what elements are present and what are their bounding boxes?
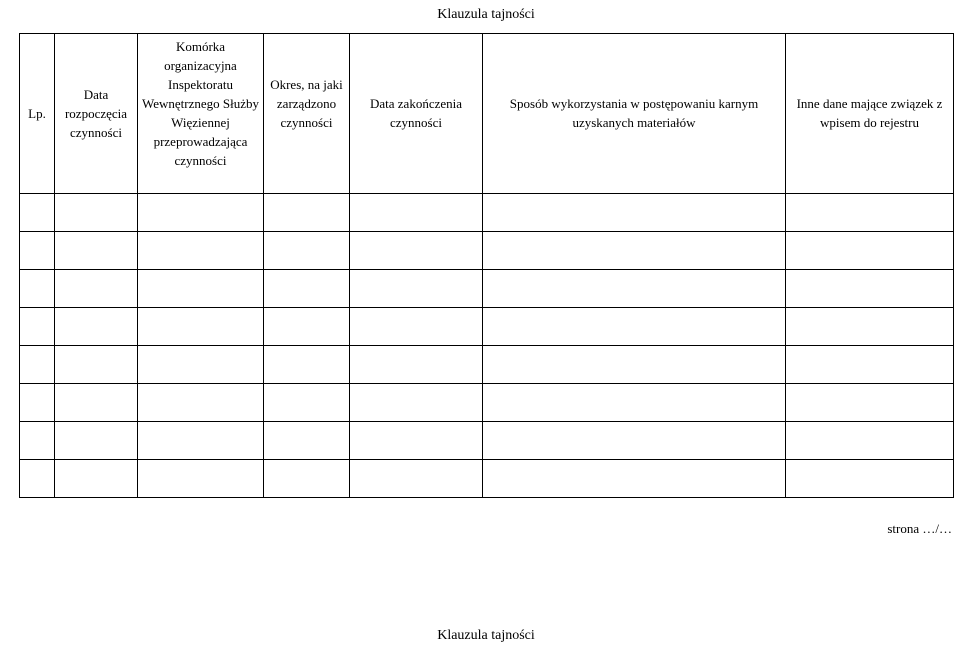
- cell-usage: [483, 384, 786, 422]
- cell-organizational-unit: [138, 346, 264, 384]
- cell-start-date: [55, 194, 138, 232]
- cell-end-date: [350, 308, 483, 346]
- cell-period: [264, 308, 350, 346]
- cell-other-data: [786, 384, 954, 422]
- cell-start-date: [55, 460, 138, 498]
- cell-other-data: [786, 308, 954, 346]
- cell-lp: [20, 384, 55, 422]
- cell-lp: [20, 346, 55, 384]
- column-header-lp: Lp.: [20, 34, 55, 194]
- cell-lp: [20, 422, 55, 460]
- column-header-end-date: Data zakończenia czynności: [350, 34, 483, 194]
- cell-organizational-unit: [138, 194, 264, 232]
- cell-usage: [483, 194, 786, 232]
- cell-usage: [483, 346, 786, 384]
- cell-other-data: [786, 422, 954, 460]
- cell-usage: [483, 422, 786, 460]
- cell-other-data: [786, 270, 954, 308]
- cell-start-date: [55, 308, 138, 346]
- cell-period: [264, 270, 350, 308]
- cell-organizational-unit: [138, 232, 264, 270]
- cell-usage: [483, 308, 786, 346]
- table-row: [20, 460, 954, 498]
- cell-end-date: [350, 232, 483, 270]
- cell-organizational-unit: [138, 460, 264, 498]
- column-header-period: Okres, na jaki zarządzono czynności: [264, 34, 350, 194]
- table-header-row: [20, 34, 954, 194]
- table-row: [20, 384, 954, 422]
- table-row: [20, 194, 954, 232]
- cell-period: [264, 422, 350, 460]
- cell-period: [264, 460, 350, 498]
- column-header-start-date: Data rozpoczęcia czynności: [55, 34, 138, 194]
- cell-lp: [20, 232, 55, 270]
- classification-clause-top: Klauzula tajności: [437, 7, 535, 22]
- cell-other-data: [786, 460, 954, 498]
- column-header-other-data: Inne dane mające związek z wpisem do rejestru: [786, 34, 954, 194]
- cell-organizational-unit: [138, 270, 264, 308]
- cell-organizational-unit: [138, 384, 264, 422]
- cell-period: [264, 232, 350, 270]
- cell-lp: [20, 270, 55, 308]
- cell-end-date: [350, 460, 483, 498]
- cell-organizational-unit: [138, 422, 264, 460]
- cell-start-date: [55, 270, 138, 308]
- cell-period: [264, 346, 350, 384]
- cell-usage: [483, 270, 786, 308]
- cell-end-date: [350, 422, 483, 460]
- cell-end-date: [350, 194, 483, 232]
- register-table: [19, 33, 954, 498]
- cell-period: [264, 194, 350, 232]
- classification-clause-bottom: Klauzula tajności: [437, 628, 535, 643]
- cell-other-data: [786, 346, 954, 384]
- table-row: [20, 422, 954, 460]
- page-number: strona …/…: [887, 521, 952, 536]
- cell-usage: [483, 232, 786, 270]
- cell-usage: [483, 460, 786, 498]
- column-header-organizational-unit: Komórka organizacyjna Inspektoratu Wewnętrznego Służby Więziennej przeprowadzająca czynności: [138, 34, 264, 194]
- table-row: [20, 232, 954, 270]
- cell-period: [264, 384, 350, 422]
- cell-lp: [20, 308, 55, 346]
- cell-other-data: [786, 232, 954, 270]
- cell-start-date: [55, 346, 138, 384]
- cell-other-data: [786, 194, 954, 232]
- cell-lp: [20, 194, 55, 232]
- cell-start-date: [55, 232, 138, 270]
- table-row: [20, 270, 954, 308]
- cell-organizational-unit: [138, 308, 264, 346]
- cell-end-date: [350, 346, 483, 384]
- column-header-usage: Sposób wykorzystania w postępowaniu karnym uzyskanych materiałów: [483, 34, 786, 194]
- cell-lp: [20, 460, 55, 498]
- table-row: [20, 346, 954, 384]
- cell-end-date: [350, 270, 483, 308]
- cell-end-date: [350, 384, 483, 422]
- cell-start-date: [55, 384, 138, 422]
- cell-start-date: [55, 422, 138, 460]
- table-row: [20, 308, 954, 346]
